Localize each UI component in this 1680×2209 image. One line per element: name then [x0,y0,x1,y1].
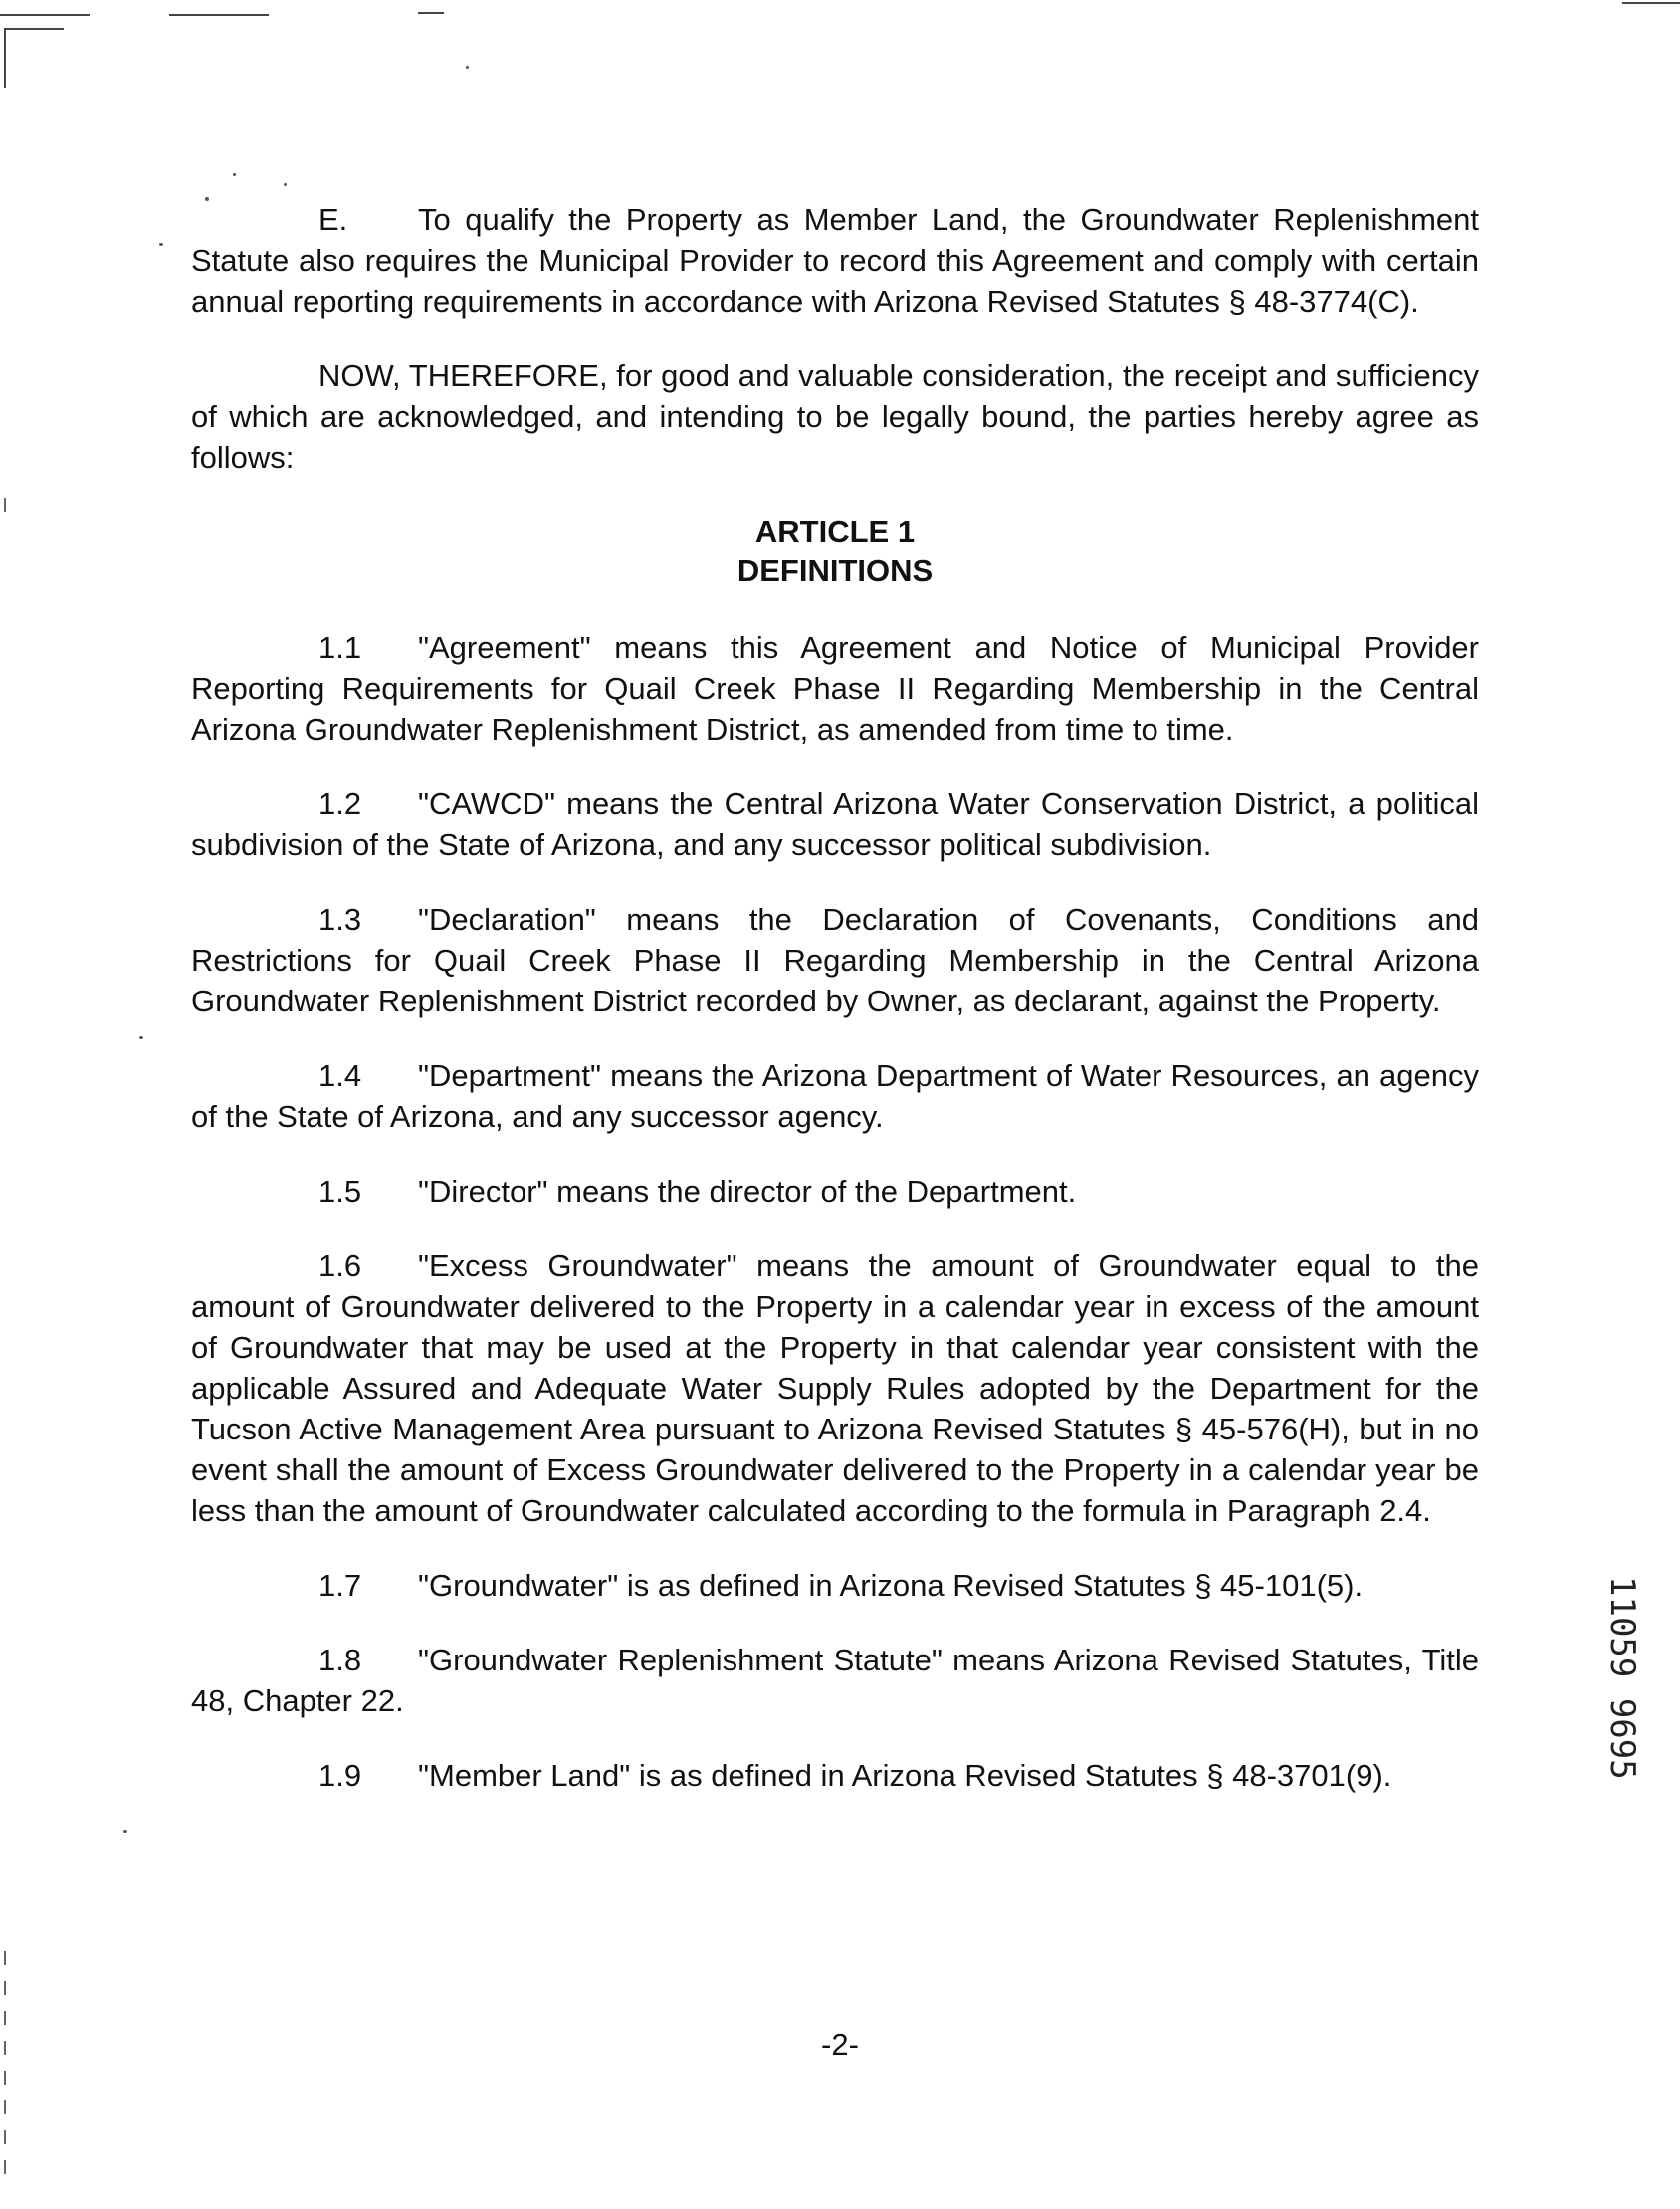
document-body [191,199,1479,1830]
recording-stamp [1602,1576,1642,1780]
scan-speck [233,173,236,176]
definition-number: 1.8 [318,1643,362,1677]
article-heading [191,512,1479,591]
definition-paragraph [191,1245,1479,1531]
definition-text: "Member Land" is as defined in Arizona Revised Statutes § 48-3701(9). [418,1758,1392,1793]
scan-tick [4,2011,6,2025]
definition-paragraph [191,1640,1479,1721]
definition-paragraph [191,1171,1479,1212]
definition-text: "Excess Groundwater" means the amount of Groundwater equal to the amount of Groundwater delivered to the Property in a calendar year in excess of the amount of Groundwater that may be used at the Property in that calendar year consistent with the applicable Assured and Adequate Water Supply Rules adopted by the Department for the Tucson Active Management Area pursuant to Arizona Revised Statutes § 45-576(H), but in no event shall the amount of Excess Groundwater delivered to the Property in a calendar year be less than the amount of Groundwater calculated according to the formula in Paragraph 2.4. [191,1248,1479,1528]
article-subtitle: DEFINITIONS [736,553,934,588]
scan-tick [4,1951,6,1965]
definition-text: "CAWCD" means the Central Arizona Water Conservation District, a political subdivision of the State of Arizona, and any successor political subdivision. [191,786,1479,862]
scan-speck [284,183,287,186]
scan-speck [466,66,469,69]
definition-number: 1.3 [318,902,362,937]
scan-mark [418,12,444,14]
definition-number: 1.1 [318,630,362,665]
definition-paragraph [191,783,1479,865]
now-therefore-text: NOW, THEREFORE, for good and valuable consideration, the receipt and sufficiency of which are acknowledged, and intending to be legally bound, the parties hereby agree as follows: [191,358,1479,475]
definition-text: "Department" means the Arizona Department of Water Resources, an agency of the State of Arizona, and any successor agency. [191,1058,1479,1134]
scan-tick [4,498,6,512]
definition-paragraph [191,1565,1479,1606]
scan-mark [0,14,90,16]
definition-number: 1.2 [318,786,362,821]
scan-tick [4,1981,6,1995]
scan-mark [4,28,64,30]
recording-stamp-text: 11059 9695 [1602,1576,1642,1780]
scan-mark [4,28,6,88]
definition-number: 1.9 [318,1758,362,1793]
scan-speck [123,1830,127,1833]
scan-tick [4,2160,6,2174]
scan-speck [159,243,163,246]
definition-text: "Director" means the director of the Department. [418,1174,1077,1209]
definition-paragraph [191,1755,1479,1796]
scan-tick [4,2100,6,2114]
definition-paragraph [191,1055,1479,1137]
scan-mark [1622,2,1680,4]
definition-number: 1.7 [318,1568,362,1603]
scan-speck [139,1036,143,1039]
definition-text: "Groundwater" is as defined in Arizona Revised Statutes § 45-101(5). [418,1568,1364,1603]
definition-text: "Groundwater Replenishment Statute" means Arizona Revised Statutes, Title 48, Chapter 22. [191,1643,1479,1718]
now-therefore-paragraph [191,355,1479,478]
definition-text: "Agreement" means this Agreement and Notice of Municipal Provider Reporting Requirements for Quail Creek Phase II Regarding Membership in the Central Arizona Groundwater Replenishment District, as amended from time to time. [191,630,1479,747]
page-number: -2- [821,2027,859,2062]
scan-tick [4,2130,6,2144]
definition-number: 1.5 [318,1174,362,1209]
recital-e-paragraph [191,199,1479,322]
article-title: ARTICLE 1 [754,514,916,549]
definition-number: 1.6 [318,1248,362,1283]
scan-mark [169,14,269,16]
definition-number: 1.4 [318,1058,362,1093]
recital-text: To qualify the Property as Member Land, the Groundwater Replenishment Statute also requires the Municipal Provider to record this Agreement and comply with certain annual reporting requirements in accordance with Arizona Revised Statutes § 48-3774(C). [191,202,1479,319]
definition-paragraph [191,899,1479,1021]
definition-text: "Declaration" means the Declaration of Covenants, Conditions and Restrictions for Quail Creek Phase II Regarding Membership in the Central Arizona Groundwater Replenishment District recorded by Owner, as declarant, against the Property. [191,902,1479,1018]
scan-tick [4,2071,6,2085]
recital-label: E. [318,202,348,237]
definition-paragraph [191,627,1479,750]
